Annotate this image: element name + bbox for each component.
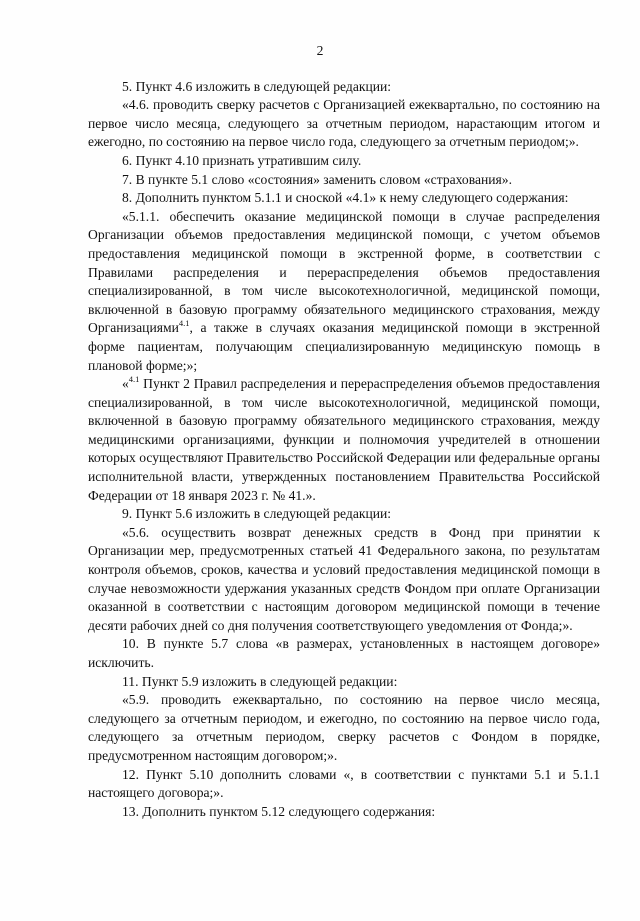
paragraph-amend-5-10 <box>88 766 600 803</box>
paragraph-amend-5-7 <box>88 635 600 672</box>
paragraph-text-5-6 <box>88 524 600 636</box>
paragraph-footnote-4-1 <box>88 375 600 505</box>
document-body <box>88 78 600 822</box>
paragraph-amend-5-9 <box>88 673 600 692</box>
paragraph-amend-5-12 <box>88 803 600 822</box>
page-number: 2 <box>316 43 324 58</box>
paragraph-text: «4.6. проводить сверку расчетов с Организацией ежеквартально, по состоянию на первое число месяца, следующего за отчетным периодом, нарастающим итогом и ежегодно, по состоянию на первое число года, следующего за отчетным периодом;». <box>88 97 600 150</box>
paragraph-amend-5-1-1 <box>88 189 600 208</box>
paragraph-text: 12. Пункт 5.10 дополнить словами «, в соответствии с пунктами 5.1 и 5.1.1 настоящего договора;». <box>88 766 600 801</box>
paragraph-text: 5. Пункт 4.6 изложить в следующей редакции: <box>122 78 392 94</box>
paragraph-amend-5-1 <box>88 171 600 190</box>
paragraph-text-4-6 <box>88 96 600 152</box>
footnote-reference: 4.1 <box>178 317 190 328</box>
paragraph-text-5-9 <box>88 691 600 765</box>
paragraph-text: «5.6. осуществить возврат денежных средств в Фонд при принятии к Организации мер, предусмотренных статьей 41 Федерального закона, по результатам контроля объемов, сроков, качества и условий предоставления медицинской помощи в случае невозможности удержания указанных средств Фондом при оплате Организации оказанной в соответствии с настоящим договором медицинской помощи в течение десяти рабочих дней со дня получения соответствующего уведомления от Фонда;». <box>88 524 600 633</box>
paragraph-text: «5.9. проводить ежеквартально, по состоянию на первое число месяца, следующего за отчетным периодом, и ежегодно, по состоянию на первое число года, следующего за отчетным периодом, сверку расчетов с Фондом в порядке, предусмотренном настоящим договором;». <box>88 692 600 763</box>
paragraph-text: 13. Дополнить пунктом 5.12 следующего содержания: <box>122 803 436 819</box>
paragraph-amend-4-10 <box>88 152 600 171</box>
paragraph-amend-4-6 <box>88 78 600 97</box>
paragraph-text: 7. В пункте 5.1 слово «состояния» заменить словом «страхования». <box>122 171 512 187</box>
paragraph-amend-5-6 <box>88 505 600 524</box>
paragraph-text: 11. Пункт 5.9 изложить в следующей редакции: <box>122 673 398 689</box>
paragraph-text: « <box>122 376 129 392</box>
paragraph-text: 10. В пункте 5.7 слова «в размерах, установленных в настоящем договоре» исключить. <box>88 636 600 670</box>
paragraph-text-5-1-1 <box>88 208 600 375</box>
paragraph-text: 8. Дополнить пунктом 5.1.1 и сноской «4.1» к нему следующего содержания: <box>122 190 569 206</box>
paragraph-text: , а также в случаях оказания медицинской помощи в экстренной форме пациентам, получающим специализированную медицинскую помощь в плановой форме;»; <box>88 320 600 373</box>
paragraph-text: 6. Пункт 4.10 признать утратившим силу. <box>122 152 362 168</box>
footnote-marker: 4.1 <box>128 373 140 384</box>
paragraph-text: 9. Пункт 5.6 изложить в следующей редакции: <box>122 506 392 522</box>
paragraph-text: «5.1.1. обеспечить оказание медицинской помощи в случае распределения Организации объемов предоставления медицинской помощи, с учетом объемов предоставления медицинской помощи в экстренной форме, в соответствии с Правилами распределения и перераспределения объемов предоставления специализированной, в том числе высокотехнологичной, медицинской помощи, включенной в базовую программу обязательного медицинского страхования, между Организациями <box>88 208 600 336</box>
paragraph-text: Пункт 2 Правил распределения и перераспределения объемов предоставления специализированной, в том числе высокотехнологичной, медицинской помощи, включенной в базовую программу обязательного медицинского страхования, между медицинскими организациями, функции и полномочия учредителей в отношении которых осуществляют Правительство Российской Федерации или федеральные органы исполнительной власти, утвержденных постановлением Правительства Российской Федерации от 18 января 2023 г. № 41.». <box>88 376 600 503</box>
